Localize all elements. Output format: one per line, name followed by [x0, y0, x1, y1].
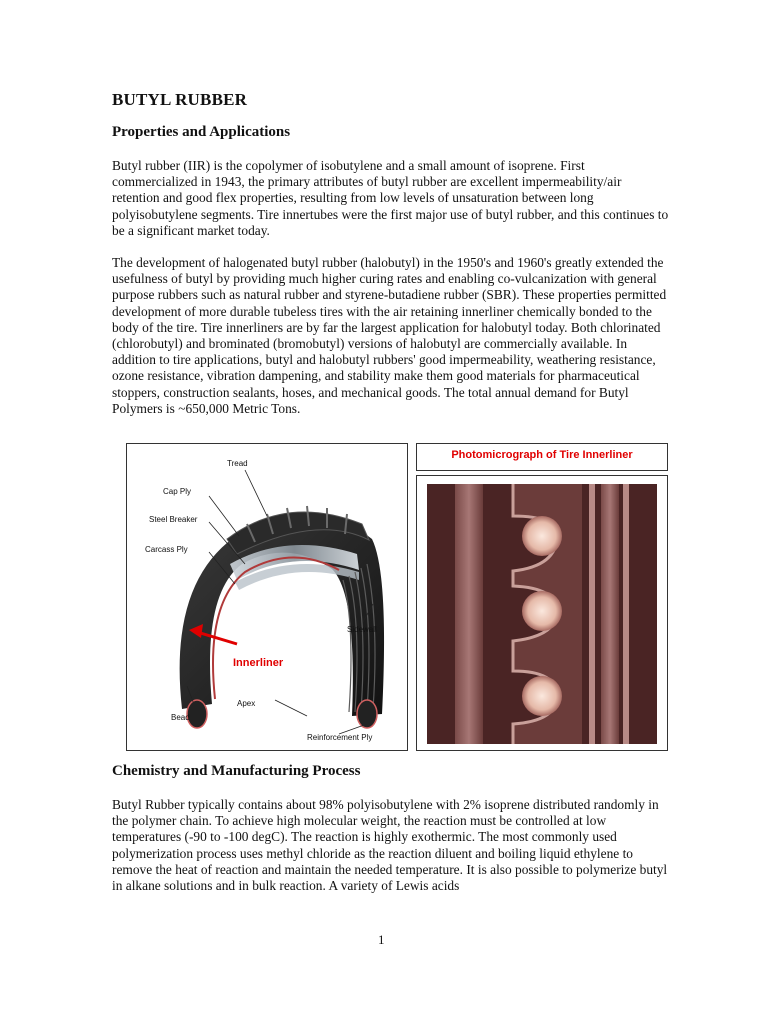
micro-cord-1 — [522, 516, 562, 556]
label-apex: Apex — [237, 699, 256, 708]
micro-stripe-3 — [623, 484, 629, 744]
label-bead: Bead — [171, 713, 190, 722]
micro-stripe-2 — [601, 484, 619, 744]
section-heading-properties: Properties and Applications — [112, 124, 291, 140]
micro-cord-3 — [522, 676, 562, 716]
document-title: BUTYL RUBBER — [112, 90, 248, 109]
innerliner-layer — [213, 557, 339, 699]
label-carcass-ply: Carcass Ply — [145, 545, 188, 554]
paragraph-halobutyl: The development of halogenated butyl rubber (halobutyl) in the 1950's and 1960's greatly extended the usefulness of butyl by providing much higher curing rates and enabling co-vulcanization with general purpose rubbers such as natural rubber and styrene-butadiene rubber (SBR). These properties permitted development of more durable tubeless tires with the air retaining innerliner chemically bonded to the body of the tire. Tire innerliners are by far the largest application for halobutyl today. Both chlorinated (chlorobutyl) and brominated (bromobutyl) versions of halobutyl are commercially available. In addition to tire applications, butyl and halobutyl rubbers' good impermeability, weathering resistance, ozone resistance, vibration dampening, and stability make them good materials for pharmaceutical stoppers, construction sealants, hoses, and mechanical goods. The total annual demand for Butyl Polymers is ~650,000 Metric Tons. — [112, 255, 667, 416]
label-reinforcement-ply: Reinforcement Ply — [307, 733, 373, 742]
label-innerliner: Innerliner — [233, 657, 284, 669]
label-tread: Tread — [227, 459, 248, 468]
page-number: 1 — [378, 932, 385, 947]
micro-stripe-1 — [589, 484, 595, 744]
label-sidewall: Sidewall — [347, 625, 377, 634]
bead-right — [357, 700, 377, 728]
paragraph-intro: Butyl rubber (IIR) is the copolymer of isobutylene and a small amount of isoprene. First commercialized in 1943, the primary attributes of butyl rubber are excellent impermeability/air retention and good flex properties, resulting from low levels of unsaturation between long polyisobutylene segments. Tire innertubes were the first major use of butyl rubber, and this continues to be a significant market today. — [112, 158, 669, 238]
photomicrograph-figure — [416, 475, 668, 751]
photomicrograph-caption: Photomicrograph of Tire Innerliner — [416, 443, 668, 471]
tire-cutaway-figure — [126, 443, 408, 751]
photomicrograph-image — [417, 476, 667, 750]
tire-cutaway-illustration — [127, 444, 407, 750]
section-heading-chemistry: Chemistry and Manufacturing Process — [112, 763, 361, 779]
label-cap-ply: Cap Ply — [163, 487, 192, 496]
bead-left — [187, 700, 207, 728]
micro-cord-2 — [522, 591, 562, 631]
paragraph-chemistry: Butyl Rubber typically contains about 98% polyisobutylene with 2% isoprene distributed randomly in the polymer chain. To achieve high molecular weight, the reaction must be controlled at low temperatures (-90 to -100 degC). The reaction is highly exothermic. The most commonly used polymerization process uses methyl chloride as the reaction diluent and boiling liquid ethylene to remove the heat of reaction and maintain the needed temperature. It is also possible to polymerize butyl in alkane solutions and in bulk reaction. A variety of Lewis acids — [112, 797, 668, 894]
micro-left-band — [455, 484, 483, 744]
label-steel-breaker: Steel Breaker — [149, 515, 198, 524]
tire-body-shape — [180, 514, 384, 716]
